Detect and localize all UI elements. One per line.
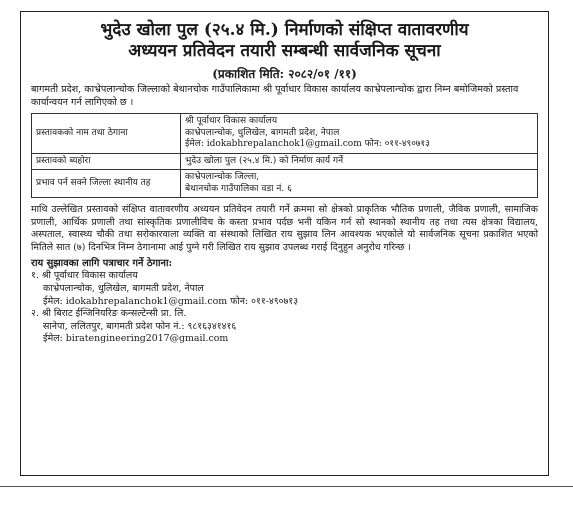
row-label-affected-area: प्रभाव पर्न सक्ने जिल्ला स्थानीय तह [32, 170, 181, 198]
contact-2-name: २. श्री बिराट ईन्जिनियरिङ कन्सल्टेन्सी प्रा. लि. [31, 308, 187, 320]
contact-item [31, 308, 538, 346]
contact-1-address: काभ्रेपलान्चोक, धुलिखेल, बागमती प्रदेश, नेपाल [43, 282, 204, 294]
contact-1-email: ईमेल: idokabhrepalanchok1@gmail.com फोन: ०११-४९०७१३ [43, 295, 299, 307]
row-value-proposer [181, 114, 538, 154]
row-label-proposer: प्रस्तावकको नाम तथा ठेगाना [32, 114, 181, 154]
body-paragraph: माथि उल्लेखित प्रस्तावको संक्षिप्त वातावरणीय अध्ययन प्रतिवेदन तयारी गर्ने क्रममा सो क्षेत्रको प्राकृतिक भौतिक प्रणाली, जैविक प्रणाली, सामाजिक प्रणाली, आर्थिक प्रणाली तथा सांस्कृतिक प्रणालीविच के कस्ता प्रभाव पर्दछ भनी यकिन गर्न सो स्थानको स्थानीय तह तथा त्यस क्षेत्रका विद्यालय, अस्पताल, स्वास्थ्य चौकी तथा सरोकारवाला व्यक्ति वा संस्थाको लिखित राय सुझाव लिन आवश्यक भएकोले यो सार्वजनिक सूचना प्रकाशित भएको मितिले सात (७) दिनभित्र निम्न ठेगानामा आई पुग्ने गरी लिखित राय सुझाव उपलब्ध गराई दिनुहुन अनुरोध गरिन्छ । [31, 204, 538, 253]
public-notice [20, 11, 549, 476]
intro-paragraph: बागमती प्रदेश, काभ्रेपलान्चोक जिल्लाको बेथानचोक गाउँपालिकामा श्री पूर्वाधार विकास कार्यालय काभ्रेपलान्चोक द्वारा निम्न बमोजिमको प्रस्ताव कार्यान्वयन गर्न लागिएको छ । [31, 84, 519, 108]
contact-item [31, 270, 538, 308]
notice-title-line2: अध्ययन प्रतिवेदन तयारी सम्बन्धी सार्वजनिक सूचना [128, 41, 441, 61]
bottom-divider [0, 486, 573, 487]
row-label-proposal: प्रस्तावको ब्यहोरा [32, 153, 181, 170]
row-value-affected-area [181, 170, 538, 198]
proposer-address: काभ्रेपलान्चोक, धुलिखेल, बागमती प्रदेश, नेपाल [185, 127, 340, 138]
proposer-contact: ईमेल: idokabhrepalanchok1@gmail.com फोन: ०११-४९०७१३ [185, 139, 430, 149]
contact-1-name: १. श्री पूर्वाधार विकास कार्यालय [31, 270, 138, 282]
row-value-proposal [181, 153, 538, 170]
table-row [32, 153, 538, 170]
contacts-heading: राय सुझावका लागि पत्राचार गर्ने ठेगाना: [31, 258, 173, 270]
proposer-name: श्री पूर्वाधार विकास कार्यालय [185, 116, 278, 126]
contact-2-address: सानेपा, ललितपुर, बागमती प्रदेश फोन नं.: ९८१६३४१४१६ [43, 320, 237, 332]
affected-district: काभ्रेपलान्चोक जिल्ला, [185, 172, 260, 182]
publish-date: (प्रकाशित मिति: २०८२/०१ /११) [212, 67, 357, 81]
table-row [32, 170, 538, 198]
contact-2-email: ईमेल: biratengineering2017@gmail.com [43, 333, 229, 345]
proposal-description: भुदेउ खोला पुल (२५.४ मि.) को निर्माण कार्य गर्ने [185, 155, 344, 166]
notice-title-line1: भुदेउ खोला पुल (२५.४ मि.) निर्माणको संक्षिप्त वातावरणीय [100, 20, 469, 40]
affected-municipality: बेथानचोक गाउँपालिका वडा नं. ६ [185, 183, 292, 194]
table-row [32, 114, 538, 154]
proposal-info-table [31, 113, 538, 198]
